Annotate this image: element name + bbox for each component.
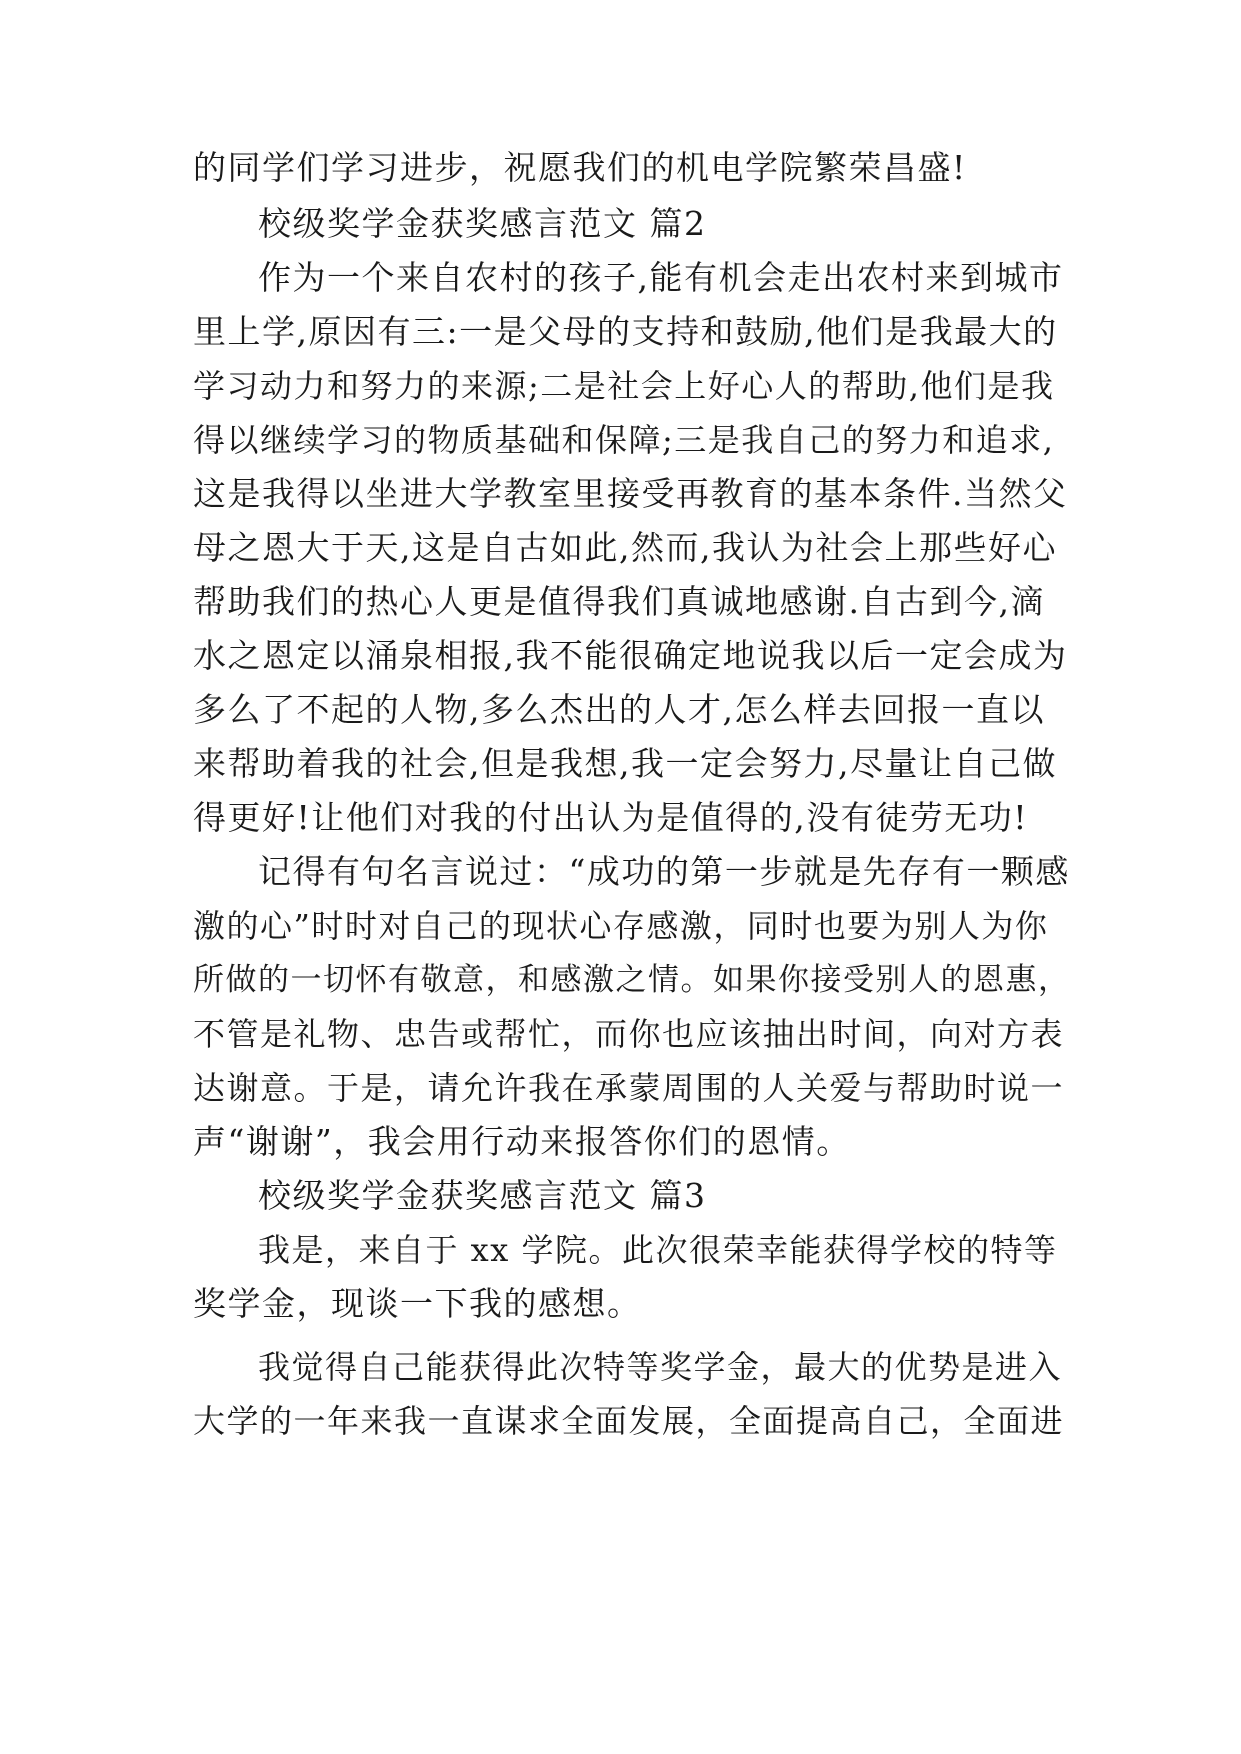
text-line: 激的心”时时对自己的现状心存感激，同时也要为别人为你 [193,907,1049,945]
text-line: 帮助我们的热心人更是值得我们真诚地感谢.自古到今,滴 [193,582,1045,621]
text-line: 来帮助着我的社会,但是我想,我一定会努力,尽量让自己做 [193,744,1057,783]
text-line: 得更好!让他们对我的付出认为是值得的,没有徒劳无功! [193,798,1029,837]
text-line: 水之恩定以涌泉相报,我不能很确定地说我以后一定会成为 [193,636,1068,675]
text-line: 母之恩大于天,这是自古如此,然而,我认为社会上那些好心 [193,528,1057,567]
text-line: 大学的一年来我一直谋求全面发展，全面提高自己，全面进 [193,1402,1065,1440]
text-line: 里上学,原因有三:一是父母的支持和鼓励,他们是我最大的 [193,312,1058,351]
text-line: 我觉得自己能获得此次特等奖学金，最大的优势是进入 [258,1348,1063,1386]
text-line: 的同学们学习进步，祝愿我们的机电学院繁荣昌盛! [193,148,967,187]
text-line: 得以继续学习的物质基础和保障;三是我自己的努力和追求, [193,421,1055,459]
text-line: 多么了不起的人物,多么杰出的人才,怎么样去回报一直以 [193,690,1045,729]
section-heading: 校级奖学金获奖感言范文 篇3 [258,1176,707,1215]
text-line: 奖学金，现谈一下我的感想。 [193,1284,642,1323]
text-line: 不管是礼物、忠告或帮忙，而你也应该抽出时间，向对方表 [193,1015,1065,1053]
section-heading: 校级奖学金获奖感言范文 篇2 [258,204,707,243]
text-line: 作为一个来自农村的孩子,能有机会走出农村来到城市 [258,258,1064,297]
text-line: 这是我得以坐进大学教室里接受再教育的基本条件.当然父 [193,474,1068,513]
text-line: 所做的一切怀有敬意，和感激之情。如果你接受别人的恩惠， [193,962,1071,998]
text-line: 我是，来自于 xx 学院。此次很荣幸能获得学校的特等 [258,1231,1058,1269]
text-line: 声“谢谢”，我会用行动来报答你们的恩情。 [193,1122,851,1161]
text-line: 记得有句名言说过：“成功的第一步就是先存有一颗感 [258,852,1070,891]
text-line: 学习动力和努力的来源;二是社会上好心人的帮助,他们是我 [193,367,1055,405]
text-line: 达谢意。于是，请允许我在承蒙周围的人关爱与帮助时说一 [193,1069,1065,1107]
